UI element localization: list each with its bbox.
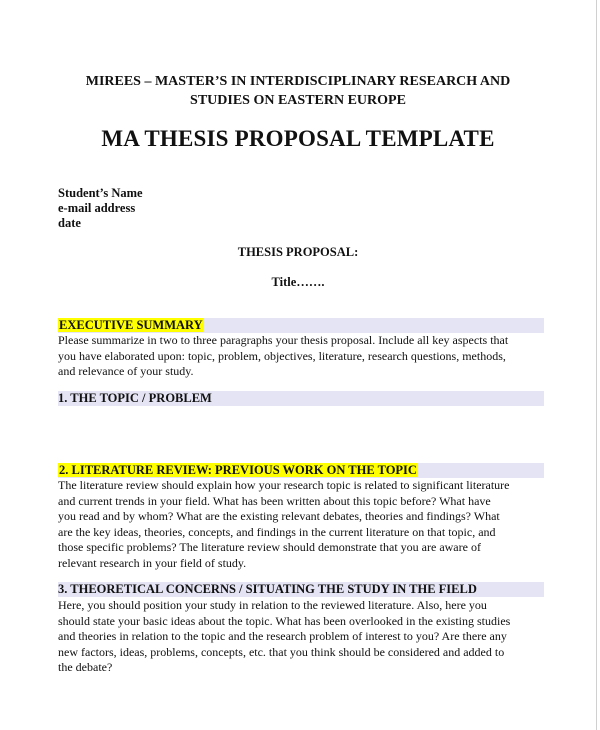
text-line: should state your basic ideas about the topic. What has been overlooked in the existing studies	[58, 613, 511, 628]
text-line: and current trends in your field. What has been written about this topic before? What have	[58, 493, 491, 508]
text-line: are the key ideas, theories, concepts, and findings in the current literature on that topic, and	[58, 524, 496, 539]
section-heading-literature	[58, 463, 418, 478]
student-name: Student’s Name	[58, 186, 143, 200]
text-line: the debate?	[58, 660, 113, 675]
thesis-title-placeholder: Title…….	[271, 275, 325, 289]
student-date: date	[58, 216, 81, 230]
text-line: those specific problems? The literature review should demonstrate that you are aware of	[58, 540, 481, 555]
program-header	[0, 72, 596, 110]
text-line: The literature review should explain how your research topic is related to significant literature	[58, 478, 510, 492]
program-header-line-2: STUDIES ON EASTERN EUROPE	[190, 93, 406, 108]
text-line: and relevance of your study.	[58, 364, 194, 379]
document-title: MA THESIS PROPOSAL TEMPLATE	[101, 126, 495, 151]
text-line: you read and by whom? What are the existing relevant debates, theories and findings? What	[58, 509, 500, 524]
text-line: new factors, ideas, problems, concepts, etc. that you think should be considered and added to	[58, 644, 505, 659]
program-header-line-1: MIREES – MASTER’S IN INTERDISCIPLINARY RESEARCH AND	[85, 74, 511, 89]
student-email: e-mail address	[58, 201, 136, 215]
section-heading-topic: 1. THE TOPIC / PROBLEM	[58, 391, 212, 405]
text-line: Here, you should position your study in relation to the reviewed literature. Also, here you	[58, 598, 487, 612]
theoretical-concerns-text	[58, 598, 548, 676]
thesis-proposal-label: THESIS PROPOSAL:	[237, 245, 359, 259]
text-line: you have elaborated upon: topic, problem, objectives, literature, research questions, methods,	[58, 348, 506, 363]
text-line: relevant research in your field of study.	[58, 555, 247, 570]
heading-highlight: 2. LITERATURE REVIEW: PREVIOUS WORK ON THE TOPIC	[59, 463, 417, 477]
heading-highlight: EXECUTIVE SUMMARY	[59, 318, 203, 332]
student-info	[58, 186, 143, 231]
literature-review-text	[58, 478, 548, 572]
executive-summary-text	[58, 333, 548, 380]
text-line: and theories in relation to the topic and the research problem of interest to you? Are there any	[58, 629, 507, 644]
section-heading-executive-summary	[58, 318, 204, 333]
text-line: Please summarize in two to three paragraphs your thesis proposal. Include all key aspects that	[58, 333, 509, 347]
section-heading-theoretical: 3. THEORETICAL CONCERNS / SITUATING THE STUDY IN THE FIELD	[58, 582, 477, 596]
